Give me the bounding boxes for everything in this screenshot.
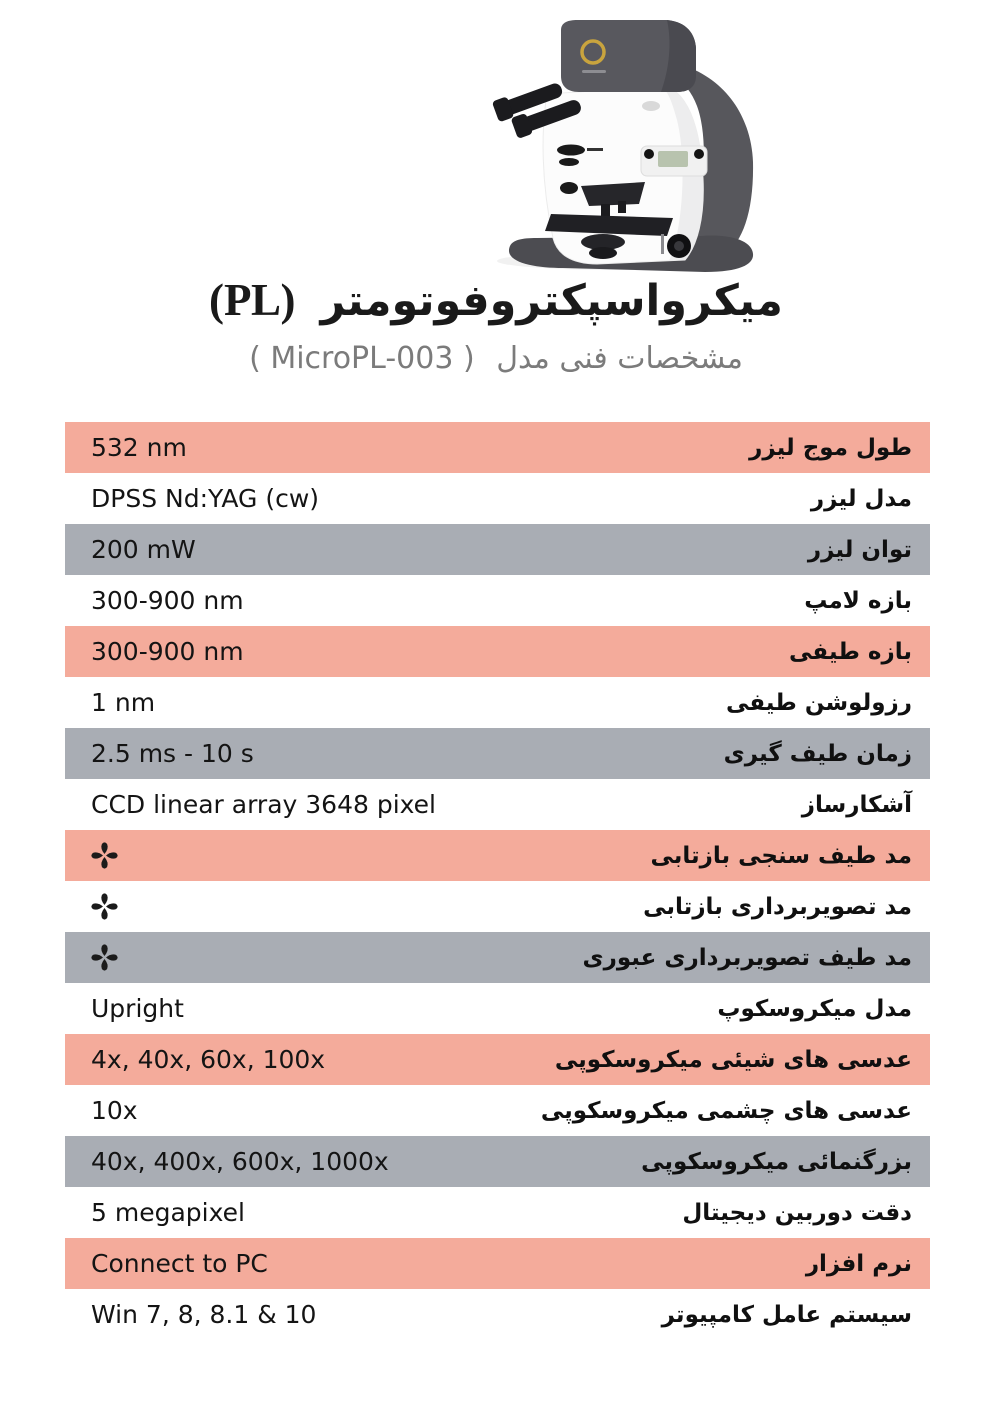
page-subtitle-fa: مشخصات فنی مدل: [496, 341, 743, 376]
page-title-model-code: (PL): [209, 275, 296, 325]
spec-row-operating-system: [65, 1289, 930, 1340]
spec-row-eyepiece-lenses: [65, 1085, 930, 1136]
spec-label: دقت دوربین دیجیتال: [682, 1199, 912, 1226]
spec-value: DPSS Nd:YAG (cw): [91, 484, 320, 513]
spec-label: عدسی های شیئی میکروسکوپی: [554, 1046, 912, 1073]
four-petal-asterisk-icon: [91, 840, 118, 871]
four-petal-asterisk-icon: [91, 942, 118, 973]
spec-row-detector: [65, 779, 930, 830]
spec-value: Upright: [91, 994, 184, 1023]
spec-label: بزرگنمائی میکروسکوپی: [641, 1148, 912, 1175]
spec-row-objective-lenses: [65, 1034, 930, 1085]
page-subtitle: [62, 341, 930, 376]
page-title-fa: میکرواسپکتروفوتومتر: [320, 276, 783, 326]
spec-label: نرم افزار: [805, 1250, 912, 1277]
spec-value: 300-900 nm: [91, 586, 244, 615]
spec-label: زمان طیف گیری: [723, 740, 912, 767]
four-petal-asterisk-icon: [91, 891, 118, 922]
spec-value: [65, 942, 118, 973]
spec-value: 40x, 400x, 600x, 1000x: [91, 1147, 389, 1176]
spec-row-reflective-imaging-mode: [65, 881, 930, 932]
spec-value: Connect to PC: [91, 1249, 268, 1278]
spec-row-reflective-spectroscopy-mode: [65, 830, 930, 881]
spec-label: مد طیف سنجی بازتابی: [650, 842, 912, 869]
spec-value: 4x, 40x, 60x, 100x: [91, 1045, 326, 1074]
microscope-illustration: [455, 10, 785, 278]
spec-value: 5 megapixel: [91, 1198, 245, 1227]
spec-label: مدل میکروسکوپ: [717, 995, 912, 1022]
page-title: [62, 274, 930, 326]
spec-label: رزولوشن طیفی: [725, 689, 912, 716]
page-subtitle-model: ( MicroPL-003 ): [249, 341, 475, 376]
spec-value: [65, 891, 118, 922]
spec-label: مد طیف تصویربرداری عبوری: [582, 944, 912, 971]
spec-row-laser-power: [65, 524, 930, 575]
spec-row-laser-wavelength: [65, 422, 930, 473]
spec-row-lamp-range: [65, 575, 930, 626]
spec-label: آشکارساز: [801, 791, 912, 818]
spec-label: عدسی های چشمی میکروسکوپی: [540, 1097, 912, 1124]
spec-label: بازه لامپ: [804, 587, 912, 614]
spec-label: مد تصویربرداری بازتابی: [643, 893, 912, 920]
spec-value: 532 nm: [91, 433, 187, 462]
spec-label: مدل لیزر: [810, 485, 912, 512]
spec-value: 2.5 ms - 10 s: [91, 739, 254, 768]
spec-value: 200 mW: [91, 535, 196, 564]
spec-row-acquisition-time: [65, 728, 930, 779]
spec-label: توان لیزر: [807, 536, 912, 563]
spec-label: طول موج لیزر: [749, 434, 912, 461]
spec-row-camera-resolution: [65, 1187, 930, 1238]
spec-value: CCD linear array 3648 pixel: [91, 790, 437, 819]
spec-row-spectral-resolution: [65, 677, 930, 728]
spec-value: 300-900 nm: [91, 637, 244, 666]
spec-row-transmission-imaging-mode: [65, 932, 930, 983]
spec-row-microscope-model: [65, 983, 930, 1034]
spec-value: Win 7, 8, 8.1 & 10: [91, 1300, 317, 1329]
spec-row-spectral-range: [65, 626, 930, 677]
spec-row-magnification: [65, 1136, 930, 1187]
spec-table: [65, 422, 930, 1340]
spec-value: [65, 840, 118, 871]
spec-label: بازه طیفی: [789, 638, 912, 665]
spec-row-software: [65, 1238, 930, 1289]
spec-value: 10x: [91, 1096, 138, 1125]
spec-value: 1 nm: [91, 688, 156, 717]
spec-row-laser-model: [65, 473, 930, 524]
spec-label: سیستم عامل کامپیوتر: [661, 1301, 912, 1328]
